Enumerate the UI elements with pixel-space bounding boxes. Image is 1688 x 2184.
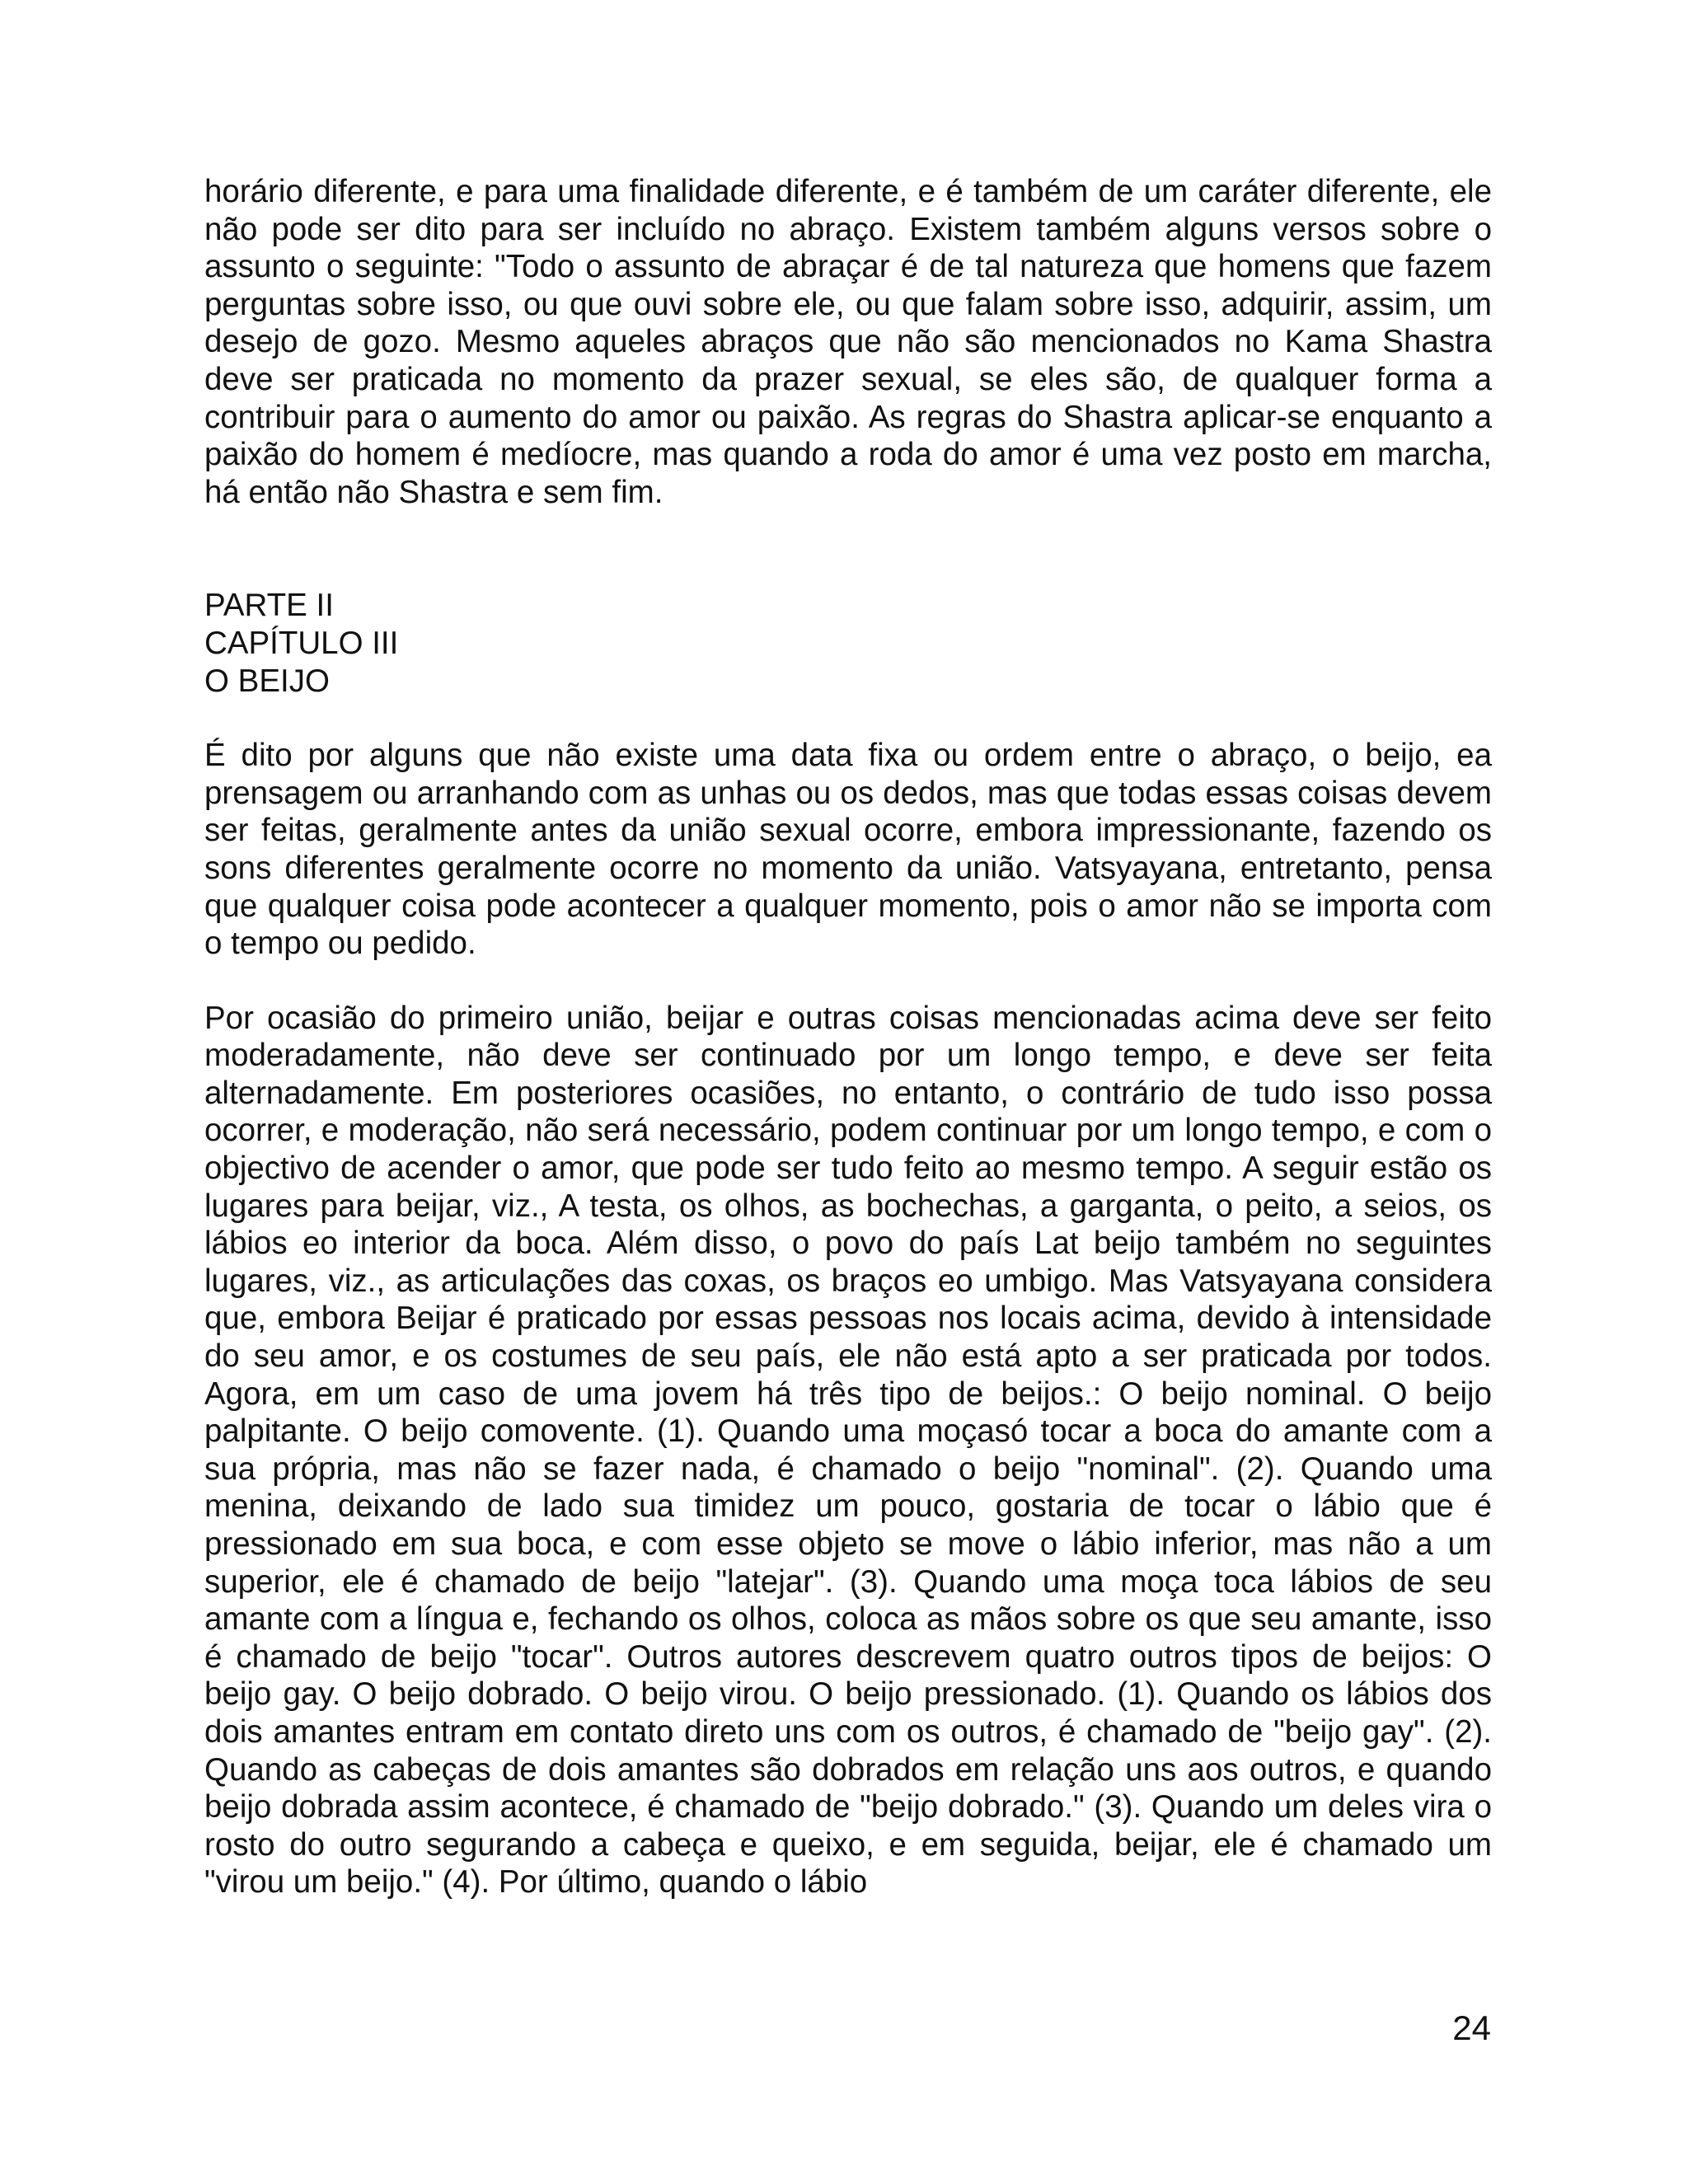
part-label: PARTE II [204,588,334,624]
paragraph-intro: horário diferente, e para uma finalidade diferente, e é também de um caráter diferente, ele não pode ser dito para ser incluído no abraço. Existem também alguns versos sobre o assunto o seguinte: "Todo o assunto de abraçar é de tal natureza que homens que fazem perguntas sobre isso, ou que ouvi sobre ele, ou que falam sobre isso, adquirir, assim, um desejo de gozo. Mesmo aqueles abraços que não são mencionados no Kama Shastra deve ser praticada no momento da prazer sexual, se eles são, de qualquer forma a contribuir para o aumento do amor ou paixão. As regras do Shastra aplicar-se enquanto a paixão do homem é medíocre, mas quando a roda do amor é uma vez posto em marcha, há então não Shastra e sem fim. [204,174,1492,510]
chapter-label: CAPÍTULO III [204,625,399,661]
paragraph-2: Por ocasião do primeiro união, beijar e outras coisas mencionadas acima deve ser feito moderadamente, não deve ser continuado por um longo tempo, e deve ser feita alternadamente. Em posteriores ocasiões, no entanto, o contrário de tudo isso possa ocorrer, e moderação, não será necessário, podem continuar por um longo tempo, e com o objectivo de acender o amor, que pode ser tudo feito ao mesmo tempo. A seguir estão os lugares para beijar, viz., A testa, os olhos, as bochechas, a garganta, o peito, a seios, os lábios eo interior da boca. Além disso, o povo do país Lat beijo também no seguintes lugares, viz., as articulações das coxas, os braços eo umbigo. Mas Vatsyayana considera que, embora Beijar é praticado por essas pessoas nos locais acima, devido à intensidade do seu amor, e os costumes de seu país, ele não está apto a ser praticada por todos. Agora, em um caso de uma jovem há três tipo de beijos.: O beijo nominal. O beijo palpitante. O beijo comovente. (1). Quando uma moçasó tocar a boca do amante com a sua própria, mas não se fazer nada, é chamado o beijo "nominal". (2). Quando uma menina, deixando de lado sua timidez um pouco, gostaria de tocar o lábio que é pressionado em sua boca, e com esse objeto se move o lábio inferior, mas não a um superior, ele é chamado de beijo "latejar". (3). Quando uma moça toca lábios de seu amante com a língua e, fechando os olhos, coloca as mãos sobre os que seu amante, isso é chamado de beijo "tocar". Outros autores descrevem quatro outros tipos de beijos: O beijo gay. O beijo dobrado. O beijo virou. O beijo pressionado. (1). Quando os lábios dos dois amantes entram em contato direto uns com os outros, é chamado de "beijo gay". (2). Quando as cabeças de dois amantes são dobrados em relação uns aos outros, e quando beijo dobrada assim acontece, é chamado de "beijo dobrado." (3). Quando um deles vira o rosto do outro segurando a cabeça e queixo, e em seguida, beijar, ele é chamado um "virou um beijo." (4). Por último, quando o lábio [204,1000,1492,1900]
paragraph-1: É dito por alguns que não existe uma data fixa ou ordem entre o abraço, o beijo, ea prensagem ou arranhando com as unhas ou os dedos, mas que todas essas coisas devem ser feitas, geralmente antes da união sexual ocorre, embora impressionante, fazendo os sons diferentes geralmente ocorre no momento da união. Vatsyayana, entretanto, pensa que qualquer coisa pode acontecer a qualquer momento, pois o amor não se importa com o tempo ou pedido. [204,738,1492,962]
chapter-title: O BEIJO [204,663,330,699]
page-number: 24 [1452,2008,1491,2047]
chapter-heading [204,587,1492,700]
document-page [204,173,1492,1901]
